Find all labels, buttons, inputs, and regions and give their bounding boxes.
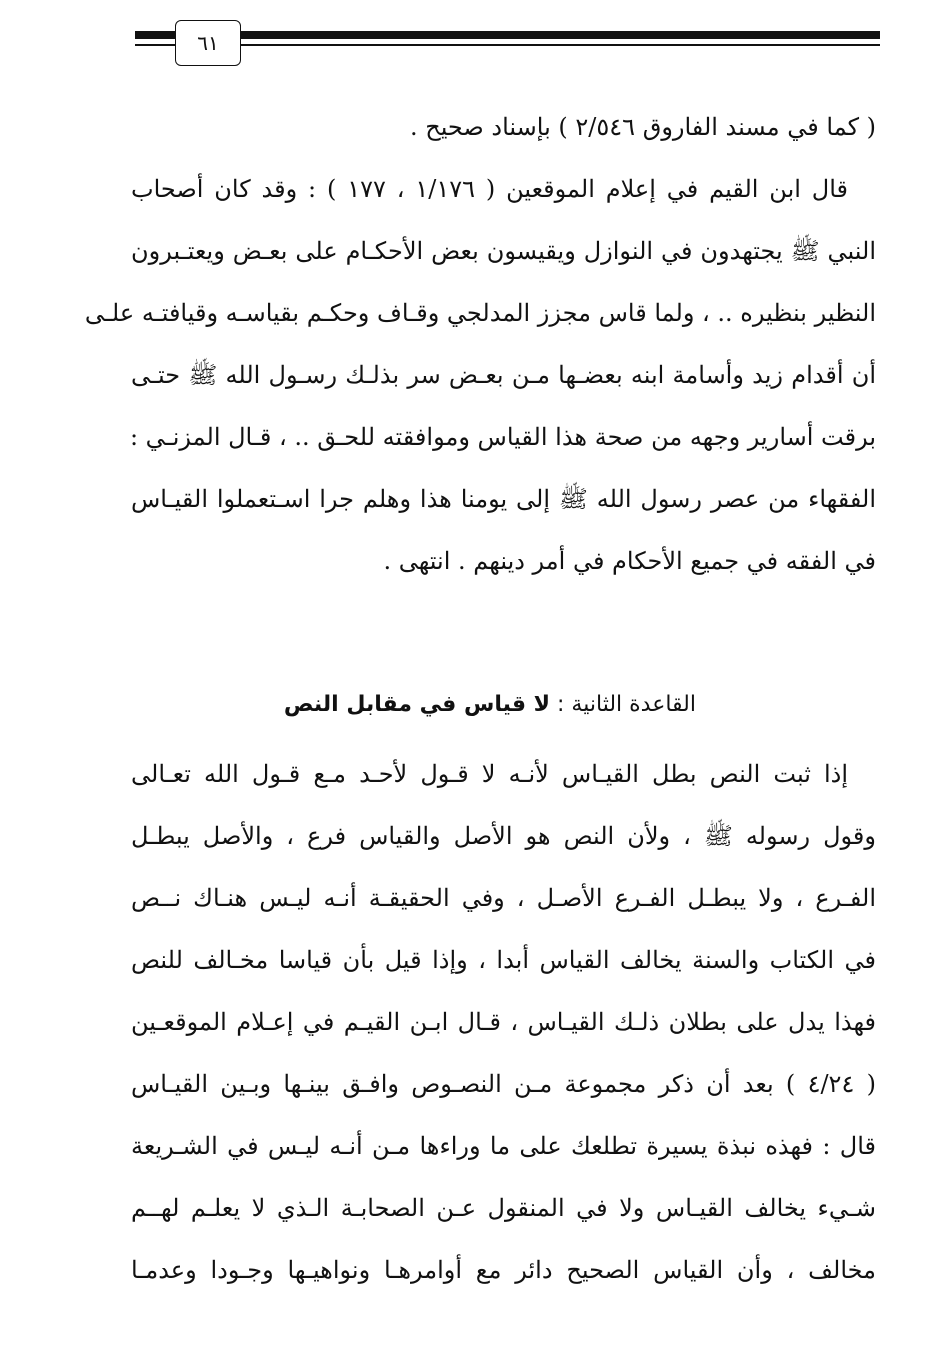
body-line-1: إذا ثبت النص بطل القيـاس لأنـه لا قـول لأحـد مـع قـول الله تعـالى [131, 760, 848, 788]
section-spacer [131, 592, 876, 667]
body-line-5: فهذا يدل على بطلان ذلـك القيـاس ، قـال ابـن القيـم في إعـلام الموقعـين [131, 1008, 876, 1036]
body-line-6: ( ٤/٢٤ ) بعد أن ذكر مجموعة مـن النصـوص وافـق بينـها وبـين القيـاس [131, 1070, 876, 1098]
page-number-box [175, 20, 241, 66]
section-heading [131, 667, 856, 743]
quote-line-1: قال ابن القيم في إعلام الموقعين ( ١/١٧٦ ، ١٧٧ ) : وقد كان أصحاب [131, 175, 848, 203]
body-line-9: مخالف ، وأن القياس الصحيح دائر مع أوامرهـا ونواهيـها وجـودا وعدمـا [131, 1256, 876, 1284]
body-line-2: وقول رسوله ﷺ ، ولأن النص هو الأصل والقياس فرع ، والأصل يبطـل [131, 822, 876, 850]
body-line-4: في الكتاب والسنة يخالف القياس أبدا ، وإذا قيل بأن قياسا مخـالف للنص [131, 946, 876, 974]
body-line-3: الفـرع ، ولا يبطـل الفـرع الأصـل ، وفي الحقيقـة أنـه ليـس هنـاك نــص [131, 884, 876, 912]
quote-line-4: أن أقدام زيد وأسامة ابنه بعضـها مـن بعـض سر بذلـك رسـول الله ﷺ حتـى [131, 361, 876, 389]
quote-line-3: النظير بنظيره .. ، ولما قاس مجزز المدلجي وقـاف وحكـم بقياسـه وقيافتـه علـى [84, 299, 876, 327]
body-line-8: شـيء يخالف القيـاس ولا في المنقول عـن الصحابـة الـذي لا يعلـم لهــم [131, 1194, 876, 1222]
page-number: ٦١ [197, 31, 219, 55]
section-label: القاعدة الثانية : [557, 692, 696, 717]
header-rule-thick [135, 31, 880, 39]
quote-line-6: الفقهاء من عصر رسول الله ﷺ إلى يومنا هذا وهلم جرا اسـتعملوا القيـاس [131, 485, 876, 513]
body-line-7: قال : فهذه نبذة يسيرة تطلعك على ما وراءها مـن أنـه ليـس في الشـريعة [131, 1132, 876, 1160]
section-title: لا قياس في مقابل النص [283, 692, 551, 717]
page-content [84, 96, 876, 1301]
quote-line-7: في الفقه في جميع الأحكام في أمر دينهم . انتهى . [383, 547, 876, 575]
page-header [0, 0, 937, 90]
intro-line: ( كما في مسند الفاروق ٢/٥٤٦ ) بإسناد صحيح . [409, 113, 876, 141]
quote-line-2: النبي ﷺ يجتهدون في النوازل ويقيسون بعض الأحكـام على بعـض ويعتـبرون [131, 237, 876, 265]
quote-line-5: برقت أسارير وجهه من صحة هذا القياس وموافقته للحـق .. ، قـال المزنـي : [129, 423, 876, 451]
header-rule-thin [135, 44, 880, 46]
